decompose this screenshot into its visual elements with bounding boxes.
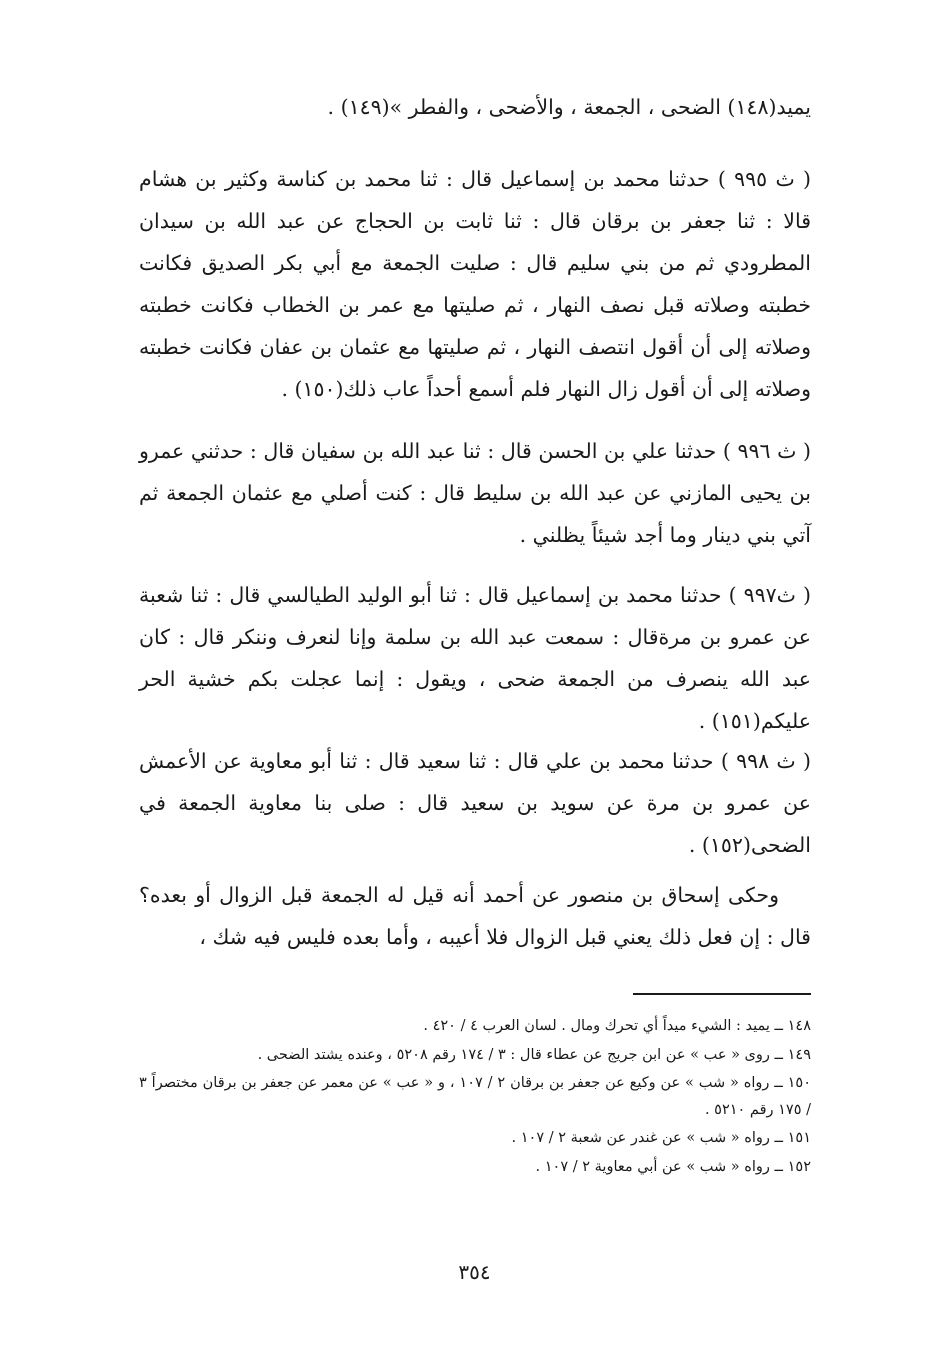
paragraph-text: ( ث ٩٩٨ ) حدثنا محمد بن علي قال : ثنا سعيد قال : ثنا أبو معاوية عن الأعمش عن عمرو بن مرة عن سويد بن سعيد قال : صلى بنا معاوية الجمعة في الضحى(١٥٢) . bbox=[139, 749, 811, 857]
opening-line bbox=[139, 86, 811, 128]
paragraph-text: ( ث ٩٩٦ ) حدثنا علي بن الحسن قال : ثنا عبد الله بن سفيان قال : حدثني عمرو بن يحيى المازني عن عبد الله بن سليط قال : كنت أصلي مع عثمان الجمعة ثم آتي بني دينار وما أجد شيئاً يظلني . bbox=[139, 439, 811, 547]
hadith-paragraph-996 bbox=[139, 430, 811, 556]
footnote-148: ١٤٨ ــ يميد : الشيء ميداً أي تحرك ومال . لسان العرب ٤ / ٤٢٠ . bbox=[423, 1018, 811, 1034]
paragraph-text: وحكى إسحاق بن منصور عن أحمد أنه قيل له الجمعة قبل الزوال أو بعده؟ قال : إن فعل ذلك يعني قبل الزوال فلا أعيبه ، وأما بعده فليس فيه شك ، bbox=[139, 883, 811, 949]
hadith-paragraph-995 bbox=[139, 158, 811, 410]
footnote-divider bbox=[633, 993, 811, 995]
hadith-paragraph-998 bbox=[139, 740, 811, 866]
hadith-paragraph-997 bbox=[139, 574, 811, 742]
footnote-151: ١٥١ ــ رواه « شب » عن غندر عن شعبة ٢ / ١٠٧ . bbox=[511, 1130, 811, 1146]
paragraph-text: ( ث٩٩٧ ) حدثنا محمد بن إسماعيل قال : ثنا أبو الوليد الطيالسي قال : ثنا شعبة عن عمرو بن مرةقال : سمعت عبد الله بن سلمة وإنا لنعرف وننكر قال : كان عبد الله ينصرف من الجمعة ضحى ، ويقول : إنما عجلت بكم خشية الحر عليكم(١٥١) . bbox=[139, 583, 811, 733]
paragraph-text: ( ث ٩٩٥ ) حدثنا محمد بن إسماعيل قال : ثنا محمد بن كناسة وكثير بن هشام قالا : ثنا جعفر بن برقان قال : ثنا ثابت بن الحجاج عن عبد الله بن سيدان المطرودي ثم من بني سليم قال : صليت الجمعة مع أبي بكر الصديق فكانت خطبته وصلاته قبل نصف النهار ، ثم صليتها مع عمر بن الخطاب فكانت خطبته وصلاته إلى أن أقول انتصف النهار ، ثم صليتها مع عثمان بن عفان فكانت خطبته وصلاته إلى أن أقول زال النهار فلم أسمع أحداً عاب ذلك(١٥٠) . bbox=[139, 167, 811, 401]
footnote-152: ١٥٢ ــ رواه « شب » عن أبي معاوية ٢ / ١٠٧ . bbox=[535, 1159, 811, 1175]
commentary-paragraph bbox=[139, 874, 811, 958]
page-number: ٣٥٤ bbox=[458, 1260, 491, 1284]
footnote-150: ١٥٠ ــ رواه « شب » عن وكيع عن جعفر بن برقان ٢ / ١٠٧ ، و « عب » عن معمر عن جعفر بن برقان مختصراً ٣ / ١٧٥ رقم ٥٢١٠ . bbox=[139, 1075, 811, 1118]
footnote-149: ١٤٩ ــ روى « عب » عن ابن جريج عن عطاء قال : ٣ / ١٧٤ رقم ٥٢٠٨ ، وعنده يشتد الضحى . bbox=[257, 1047, 811, 1063]
opening-line-text: يميد(١٤٨) الضحى ، الجمعة ، والأضحى ، والفطر »(١٤٩) . bbox=[327, 95, 811, 119]
footnotes bbox=[139, 1012, 811, 1182]
